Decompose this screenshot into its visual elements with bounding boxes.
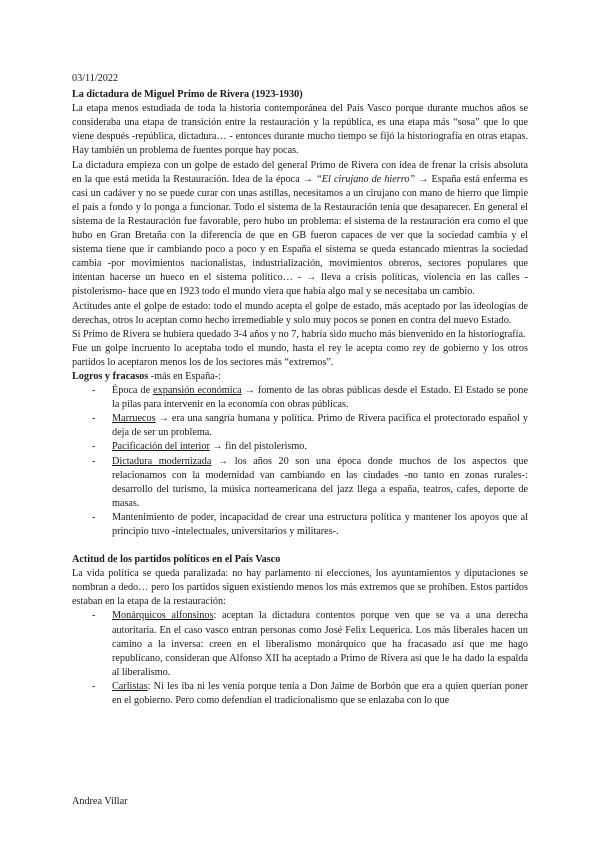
paragraph-actitudes: Actitudes ante el golpe de estado: todo el mundo acepta el golpe de estado, más aceptado por las ideologías de derechas, otros lo aceptan como hecho irremediable y solo muy pocos se ponen en contra del nuevo Estado. bbox=[72, 300, 528, 326]
logros-list bbox=[72, 384, 528, 539]
date: 03/11/2022 bbox=[72, 73, 119, 84]
paragraph-incruento: Fue un golpe incruento lo aceptaba todo el mundo, hasta el rey le acepta como rey de gobierno y los otros partidos lo aceptaron menos los de los sectores más “extremos”. bbox=[72, 342, 528, 368]
list-item: - Época de expansión económica → fomento de las obras públicas desde el Estado. El Estado se pone la pilas para intervenir en la economía con obras públicas. bbox=[72, 384, 528, 412]
list-item: - Mantenimiento de poder, incapacidad de crear una estructura política y mantener los apoyos que al principio tuvo -intelectuales, universitarios y militares-. bbox=[72, 511, 528, 539]
list-item: - Carlistas: Ni les iba ni les venía porque tenía a Don Jaime de Borbón que era a quien querían poner en el gobierno. Pero como defendían el tradicionalismo que se enlazaba con lo que bbox=[72, 680, 528, 708]
document-page bbox=[72, 72, 528, 708]
list-item: - Marruecos → era una sangría humana y política. Primo de Rivera pacifica el protectorado español y deja de ser un problema. bbox=[72, 412, 528, 440]
paragraph-golpe bbox=[72, 159, 528, 300]
partidos-list bbox=[72, 609, 528, 708]
logros-suffix: -más en España-: bbox=[148, 370, 221, 382]
list-item: - Dictadura modernizada → los años 20 son una época donde muchos de los aspectos que relacionamos con la modernidad van cambiando en las ciudades -no tanto en zonas rurales-: desarrollo del turismo, la música norteamericana del jazz llega a españa, teatros, cafes, deporte de masas. bbox=[72, 455, 528, 511]
section-title-partidos: Actitud de los partidos políticos en el País Vasco bbox=[72, 554, 281, 566]
paragraph-golpe-b: → España está enferma es casi un cadáver y no se puede curar con unas astillas, necesitamos a un cirujano con mano de hierro que limpie el país a fondo y lo ponga a funcionar. Todo el sistema de la Restauración tenía que desaparecer. En general el sistema de la Restauración fue favorable, pero hubo un problema: el sistema de la restauración era como el que hubo en Gran Bretaña con la diferencia de que en GB fueron capaces de ver que la sociedad cambia y el sistema tiene que ir cambiando poco a poco y en España el sistema se queda estancado mientras la sociedad cambia -por movimientos nacionalistas, industrialización, movimientos obreros, sectores populares que intentan hacerse un hueco en el sistema político… - → lleva a crisis políticas, violencia en las calles -pistolerismo- hace que en 1923 todo el mundo viera que había algo mal y se necesitaba un cambio. bbox=[72, 173, 528, 298]
logros-heading bbox=[72, 370, 528, 384]
page-title: La dictadura de Miguel Primo de Rivera (1923-1930) bbox=[72, 89, 303, 101]
quote-cirujano: “El cirujano de hierro” bbox=[316, 173, 416, 185]
paragraph-golpe-a: La dictadura empieza con un golpe de estado del general Primo de Rivera con idea de frenar la crisis absoluta en la que está metida la Restauración. Idea de la época → bbox=[72, 159, 528, 185]
paragraph-duracion: Si Primo de Rivera se hubiera quedado 3-4 años y no 7, habría sido mucho más bienvenido en la historiografía. bbox=[72, 328, 526, 340]
list-item: - Pacificación del interior → fin del pistolerismo. bbox=[72, 440, 528, 454]
paragraph-vida-politica: La vida política se queda paralizada: no hay parlamento ni elecciones, los ayuntamientos y diputaciones se nombran a dedo… pero los partidos siguen existiendo menos los más extremos que se prohíben. Estos partidos estaban en la etapa de la restauración: bbox=[72, 568, 528, 608]
list-item: - Monárquicos alfonsinos: aceptan la dictadura contentos porque ven que se va a una derecha autoritaria. En el caso vasco entran personas como José Felix Lequerica. Los más liberales hacen un camino a la inversa: creen en el liberalismo monárquico que ha fracasado así que me hago republicano, consideran que Alfonso XII ha aceptado a Primo de Rivera así que le ha dado la espalda al liberalismo. bbox=[72, 609, 528, 679]
footer-author: Andrea Villar bbox=[72, 796, 128, 807]
logros-title: Logros y fracasos bbox=[72, 370, 149, 382]
paragraph-intro: La etapa menos estudiada de toda la historia contemporánea del País Vasco porque durante muchos años se consideraba una etapa de transición entre la restauración y la república, es una etapa más “sosa” que lo que viene después -república, dictadura… - entonces durante mucho tiempo se fijó la historiografía en otras etapas. Hay también un problema de fuentes porque hay pocas. bbox=[72, 103, 528, 157]
